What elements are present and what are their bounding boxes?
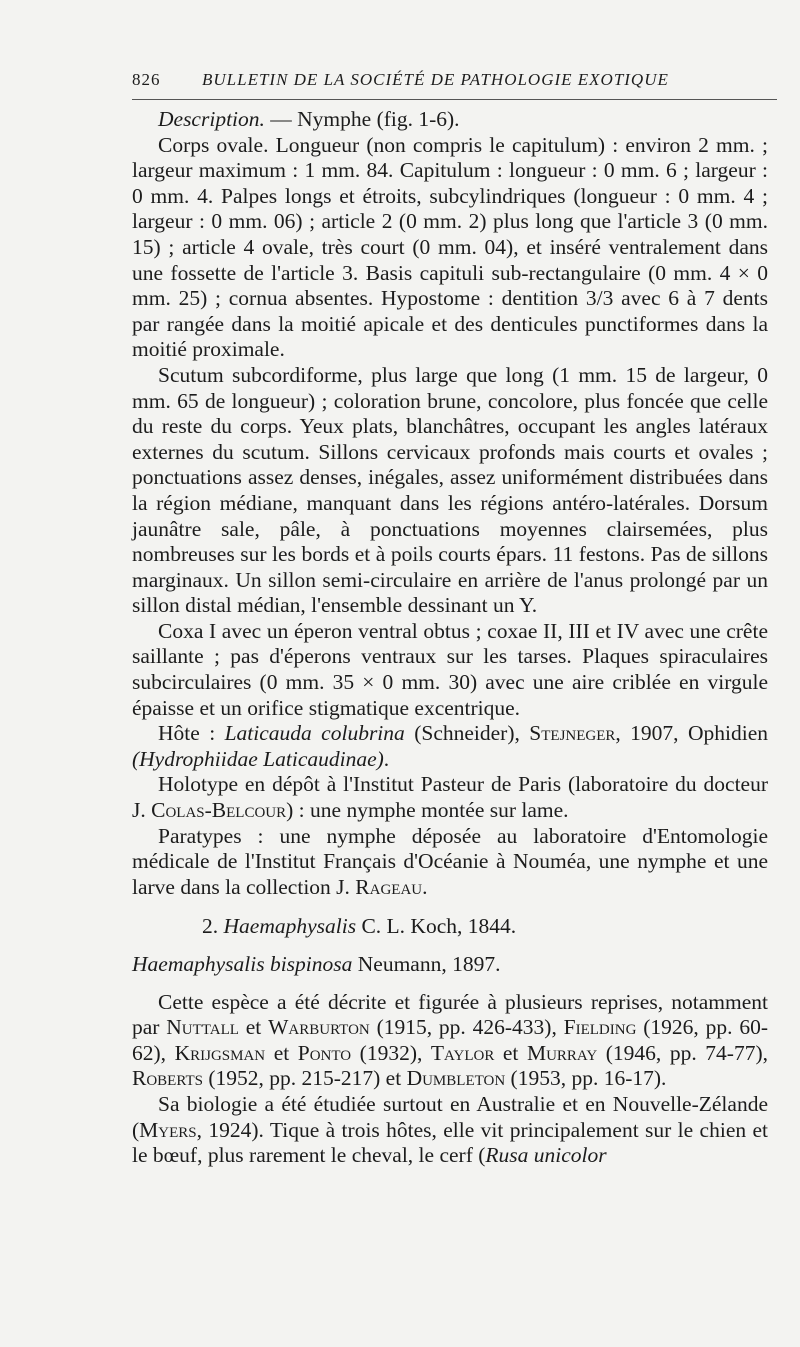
person-name: Rageau [355,874,423,899]
genus-name: Haemaphysalis [223,914,357,939]
host-species: Laticauda colubrina [224,721,405,746]
author-name: Stejneger [529,721,616,746]
section-heading: 2. Haemaphysalis C. L. Koch, 1844. [202,914,517,939]
description-subtitle: — Nymphe (fig. 1-6). [264,107,460,131]
paragraph-body-shape: Corps ovale. Longueur (non compris le capitulum) : environ 2 mm. ; largeur maximum : 1 mm. 84. Capitulum : longueur : 0 mm. 6 ; largeur : 0 mm. 4. Palpes longs et étroits, subcylindriques (longueur : 0 mm. 4 ; largeur : 0 mm. 06) ; article 2 (0 mm. 2) plus long que l'article 3 (0 mm. 15) ; article 4 ovale, très court (0 mm. 04), et inséré ventralement dans une fossette de l'article 3. Basis capituli sub-rectangulaire (0 mm. 4 × 0 mm. 25) ; cornua absentes. Hypostome : dentition 3/3 avec 6 à 7 dents par rangée dans la moitié apicale et des denticules punctiformes dans la moitié proximale. [132,132,768,362]
paragraph-paratypes: Paratypes : une nymphe déposée au laboratoire d'Entomologie médicale de l'Institut Français d'Océanie à Nouméa, une nymphe et une larve dans la collection J. Rageau. [132,823,768,899]
host-family: (Hydrophiidae Laticaudinae) [132,746,384,771]
article-body [132,107,768,1169]
journal-title: BULLETIN DE LA SOCIÉTÉ DE PATHOLOGIE EXOTIQUE [202,70,669,89]
paragraph-host: Hôte : Laticauda colubrina (Schneider), Stejneger, 1907, Ophidien (Hydrophiidae Laticaudinae). [132,721,768,771]
description-heading [132,107,768,133]
paragraph-references: Cette espèce a été décrite et figurée à plusieurs reprises, notamment par Nuttall et Warburton (1915, pp. 426-433), Fielding (1926, pp. 60-62), Krijgsman et Ponto (1932), Taylor et Murray (1946, pp. 74-77), Roberts (1952, pp. 215-217) et Dumbleton (1953, pp. 16-17). [132,989,768,1091]
author-name: Myers [139,1117,197,1142]
paragraph-holotype: Holotype en dépôt à l'Institut Pasteur de Paris (laboratoire du docteur J. Colas-Belcour) : une nymphe montée sur lame. [132,772,768,823]
species-heading: Haemaphysalis bispinosa Neumann, 1897. [132,952,501,976]
page-number: 826 [132,70,161,89]
description-label: Description. [158,107,265,131]
paragraph-biology: Sa biologie a été étudiée surtout en Australie et en Nouvelle-Zélande (Myers, 1924). Tique à trois hôtes, elle vit principalement sur le chien et le bœuf, plus rarement le cheval, le cerf (Rusa unicolor [132,1091,768,1168]
paragraph-scutum: Scutum subcordiforme, plus large que long (1 mm. 15 de largeur, 0 mm. 65 de longueur) ; coloration brune, concolore, plus foncée que celle du reste du corps. Yeux plats, blanchâtres, occupant les angles latéraux externes du scutum. Sillons cervicaux profonds mais courts et ovales ; ponctuations assez denses, inégales, assez uniformément distribuées dans la région médiane, manquant dans les régions antéro-latérales. Dorsum jaunâtre sale, pâle, à ponctuations moyennes clairsemées, plus nombreuses sur les bords et à poils courts épars. 11 festons. Pas de sillons marginaux. Un sillon semi-circulaire en arrière de l'anus prolongé par un sillon distal médian, l'ensemble dessinant un Y. [132,362,768,618]
header-rule [132,99,777,100]
species-name: Haemaphysalis bispinosa [132,952,353,976]
species-name: Rusa unicolor [485,1143,607,1168]
person-name: Colas-Belcour [151,798,287,823]
paragraph-coxae: Coxa I avec un éperon ventral obtus ; coxae II, III et IV avec une crête saillante ; pas d'éperons ventraux sur les tarses. Plaques spiraculaires subcirculaires (0 mm. 35 × 0 mm. 30) avec une aire criblée en virgule épaisse et un orifice stigmatique excentrique. [132,618,768,720]
